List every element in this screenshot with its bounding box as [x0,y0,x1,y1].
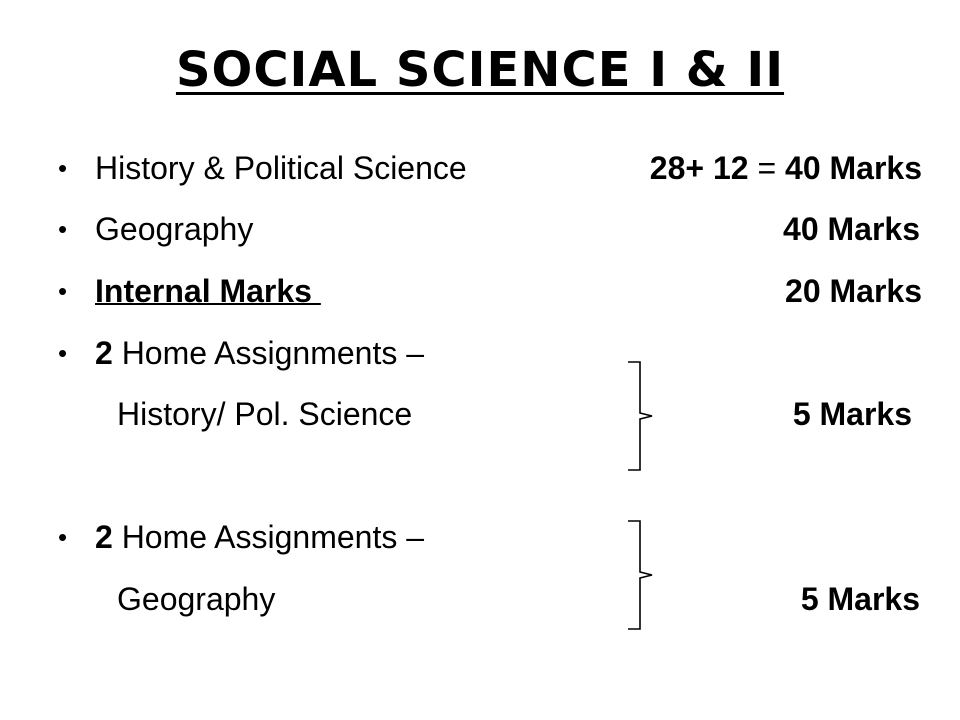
marks-breakdown: 28+ 12 [649,150,749,186]
subject-history-pol-science: History/ Pol. Science [117,396,413,432]
list-item [0,207,960,251]
list-item-sub [0,577,960,621]
list-item [0,515,960,559]
subject-geography: Geography [95,211,254,247]
list-item [0,269,960,313]
bullet-icon: • [58,522,68,552]
assignment-count: 2 [95,335,113,371]
list-item-sub [0,392,960,436]
bullet-icon: • [58,276,68,306]
marks-history-political-science [650,146,922,190]
subject-geography-sub: Geography [117,581,276,617]
assignment-label: Home Assignments – [112,335,425,371]
marks-geography-assignments: 5 Marks [800,581,920,617]
list-item [0,331,960,375]
slide-title: SOCIAL SCIENCE I & II [175,42,785,98]
right-brace-icon [624,358,658,474]
subject-history-political-science: History & Political Science [95,150,467,186]
bullet-icon: • [58,214,68,244]
internal-marks-heading: Internal Marks [95,273,321,309]
marks-geography: 40 Marks [783,211,920,247]
assignment-label: Home Assignments – [112,519,425,555]
marks-total: 40 Marks [785,150,922,186]
home-assignments-geography [95,515,424,559]
marks-history-assignments: 5 Marks [792,396,912,432]
right-brace-icon [624,517,658,633]
assignment-count: 2 [95,519,113,555]
home-assignments-history [95,331,424,375]
bullet-icon: • [58,153,68,183]
bullet-icon: • [58,338,68,368]
marks-internal: 20 Marks [785,273,922,309]
equals-sign: = [748,150,786,186]
list-item [0,146,960,190]
